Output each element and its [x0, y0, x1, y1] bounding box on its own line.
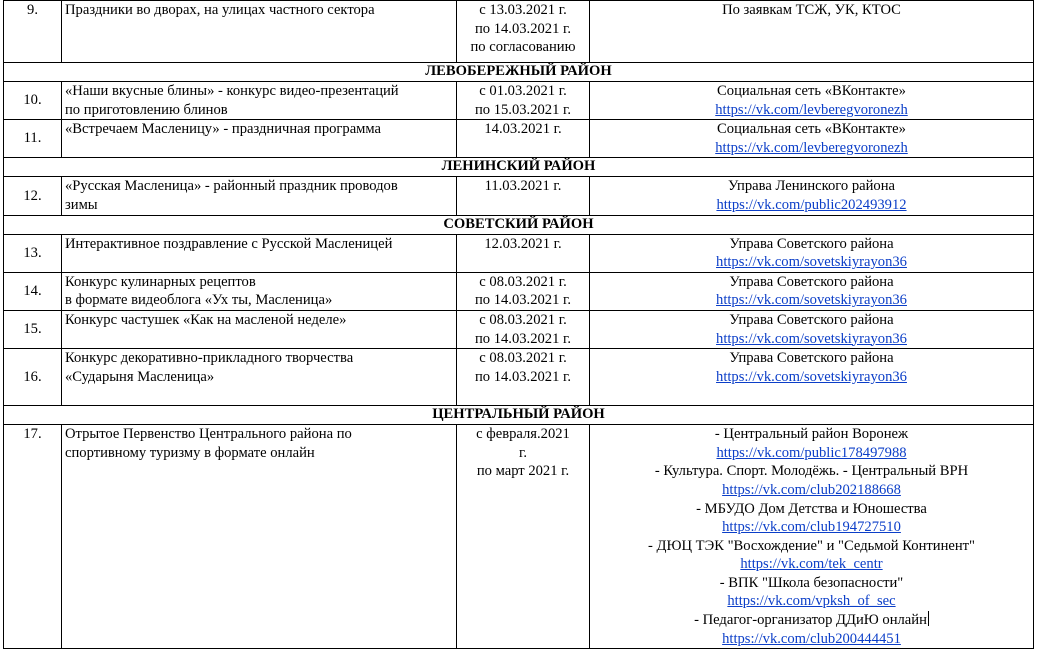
section-heading: ЛЕНИНСКИЙ РАЙОН — [4, 158, 1034, 177]
section-heading: ЛЕВОБЕРЕЖНЫЙ РАЙОН — [4, 63, 1034, 82]
vk-link[interactable]: https://vk.com/tek_centr — [740, 556, 883, 573]
vk-link[interactable]: https://vk.com/levberegvoronezh — [715, 101, 908, 118]
row-number: 14. — [4, 272, 62, 310]
event-organizer — [590, 310, 1034, 348]
title-line: Отрытое Первенство Центрального района по — [65, 426, 352, 443]
event-date — [457, 1, 590, 63]
date-line: с 13.03.2021 г. — [479, 2, 567, 18]
row-number: 16. — [4, 349, 62, 406]
section-row — [4, 63, 1034, 82]
date-line: по 14.03.2021 г. — [474, 330, 572, 347]
event-title: Праздники во дворах, на улицах частного сектора — [62, 1, 457, 63]
vk-link[interactable]: https://vk.com/sovetskiyrayon36 — [716, 292, 907, 309]
vk-link[interactable]: https://vk.com/sovetskiyrayon36 — [716, 330, 907, 347]
row-number: 13. — [4, 234, 62, 272]
row-number: 17. — [4, 425, 62, 649]
title-line: «Русская Масленица» - районный праздник проводов — [65, 178, 398, 195]
title-line: «Сударыня Масленица» — [65, 368, 215, 385]
date-line: с 01.03.2021 г. — [479, 83, 567, 99]
event-date: 12.03.2021 г. — [457, 234, 590, 272]
table-row — [4, 234, 1034, 272]
text-cursor — [928, 611, 929, 626]
organizer-name: - МБУДО Дом Детства и Юношества — [696, 500, 927, 517]
organizer-name: - ДЮЦ ТЭК "Восхождение" и "Седьмой Континент" — [648, 537, 975, 554]
organizer-name-with-cursor — [593, 611, 1030, 630]
event-title — [62, 82, 457, 120]
event-title — [62, 425, 457, 649]
title-line: в формате видеоблога «Ух ты, Масленица» — [65, 292, 333, 309]
title-line: «Наши вкусные блины» - конкурс видео-презентаций — [65, 83, 399, 99]
vk-link[interactable]: https://vk.com/sovetskiyrayon36 — [716, 368, 907, 385]
section-heading: ЦЕНТРАЛЬНЫЙ РАЙОН — [4, 406, 1034, 425]
event-date — [457, 272, 590, 310]
row-number: 10. — [4, 82, 62, 120]
event-organizer — [590, 120, 1034, 158]
event-title: Конкурс частушек «Как на масленой неделе» — [62, 310, 457, 348]
title-line: по приготовлению блинов — [65, 101, 228, 118]
vk-link[interactable]: https://vk.com/club200444451 — [722, 630, 901, 647]
organizer-name: Управа Советского района — [729, 273, 894, 290]
section-row — [4, 215, 1034, 234]
organizer-name: Социальная сеть «ВКонтакте» — [717, 83, 906, 99]
table-row — [4, 425, 1034, 649]
title-line: зимы — [65, 196, 98, 213]
row-number: 9. — [4, 1, 62, 63]
title-line: Конкурс кулинарных рецептов — [65, 273, 256, 290]
organizer-name: Социальная сеть «ВКонтакте» — [717, 121, 906, 138]
event-title — [62, 349, 457, 406]
organizer-name: - Культура. Спорт. Молодёжь. - Центральный ВРН — [654, 463, 969, 480]
title-line: Конкурс декоративно-прикладного творчества — [65, 350, 354, 367]
date-line: с 08.03.2021 г. — [479, 311, 567, 328]
organizer-name: - Педагог-организатор ДДиЮ онлайн — [694, 612, 927, 629]
table-row — [4, 272, 1034, 310]
event-date: 14.03.2021 г. — [457, 120, 590, 158]
section-heading: СОВЕТСКИЙ РАЙОН — [4, 215, 1034, 234]
section-row — [4, 158, 1034, 177]
table-row — [4, 82, 1034, 120]
vk-link[interactable]: https://vk.com/club202188668 — [722, 481, 901, 498]
date-line: с 08.03.2021 г. — [479, 350, 567, 367]
event-organizer: По заявкам ТСЖ, УК, КТОС — [590, 1, 1034, 63]
events-table — [3, 0, 1034, 649]
date-line: по март 2021 г. — [476, 463, 570, 480]
date-line: г. — [519, 444, 527, 461]
row-number: 12. — [4, 177, 62, 215]
organizer-name: Управа Советского района — [729, 311, 894, 328]
date-line: по 14.03.2021 г. — [474, 20, 572, 37]
table-row — [4, 120, 1034, 158]
vk-link[interactable]: https://vk.com/vpksh_of_sec — [727, 593, 896, 610]
event-title — [62, 177, 457, 215]
date-line: по согласованию — [470, 39, 576, 56]
table-row — [4, 310, 1034, 348]
event-title: «Встречаем Масленицу» - праздничная программа — [62, 120, 457, 158]
row-number: 11. — [4, 120, 62, 158]
vk-link[interactable]: https://vk.com/public202493912 — [716, 196, 907, 213]
event-title: Интерактивное поздравление с Русской Масленицей — [62, 234, 457, 272]
table-row — [4, 1, 1034, 63]
event-date — [457, 82, 590, 120]
date-line: по 15.03.2021 г. — [474, 101, 572, 118]
event-title — [62, 272, 457, 310]
vk-link[interactable]: https://vk.com/sovetskiyrayon36 — [716, 254, 907, 271]
organizer-name: Управа Ленинского района — [727, 178, 896, 195]
date-line: по 14.03.2021 г. — [474, 368, 572, 385]
row-number: 15. — [4, 310, 62, 348]
date-line: с 08.03.2021 г. — [479, 273, 567, 290]
event-organizer — [590, 349, 1034, 406]
event-organizer — [590, 82, 1034, 120]
date-line: с февраля.2021 — [476, 426, 570, 443]
organizer-name: Управа Советского района — [729, 350, 894, 367]
event-organizers — [590, 425, 1034, 649]
table-row — [4, 349, 1034, 406]
event-date — [457, 310, 590, 348]
event-date — [457, 425, 590, 649]
organizer-name: - ВПК "Школа безопасности" — [719, 574, 904, 591]
organizer-name: Управа Советского района — [729, 235, 894, 252]
vk-link[interactable]: https://vk.com/levberegvoronezh — [715, 139, 908, 156]
event-date: 11.03.2021 г. — [457, 177, 590, 215]
vk-link[interactable]: https://vk.com/public178497988 — [716, 444, 907, 461]
event-organizer — [590, 272, 1034, 310]
event-organizer — [590, 177, 1034, 215]
date-line: по 14.03.2021 г. — [474, 292, 572, 309]
vk-link[interactable]: https://vk.com/club194727510 — [722, 519, 901, 536]
event-organizer — [590, 234, 1034, 272]
event-date — [457, 349, 590, 406]
organizer-name: - Центральный район Воронеж — [714, 426, 909, 443]
title-line: спортивному туризму в формате онлайн — [65, 444, 315, 461]
section-row — [4, 406, 1034, 425]
table-row — [4, 177, 1034, 215]
